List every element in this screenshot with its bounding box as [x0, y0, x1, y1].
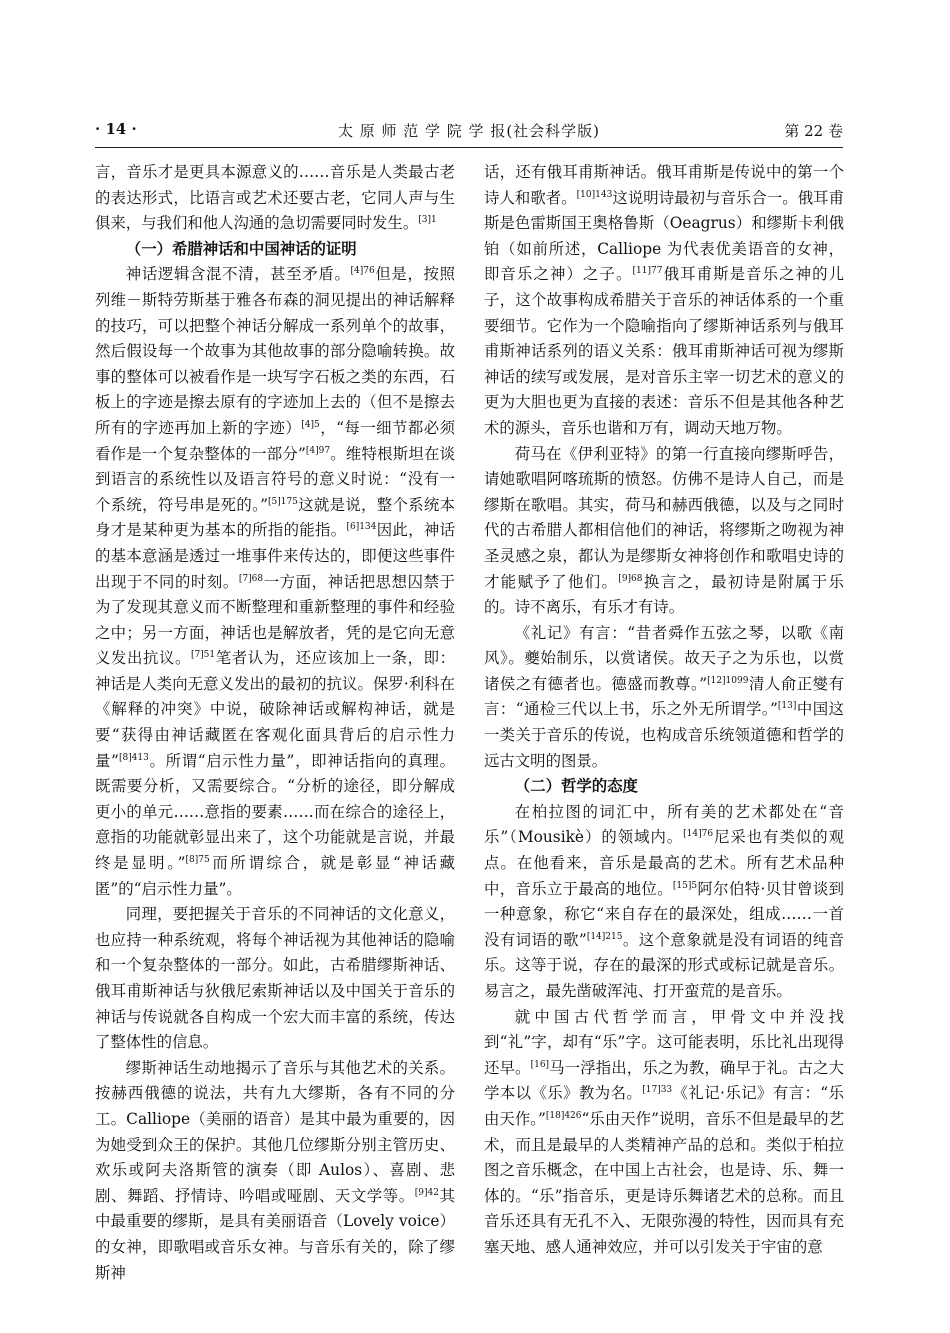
citation: [7]68: [238, 573, 264, 584]
paragraph: 缪斯神话生动地揭示了音乐与其他艺术的关系。按赫西俄德的说法，共有九大缪斯，各有不同的分工。Calliope（美丽的语音）是其中最为重要的，因为她受到众王的保护。其他几位缪斯分别主管历史、欢乐或阿夫洛斯管的演奏（即 Aulos）、喜剧、悲剧、舞蹈、抒情诗、吟唱或哑剧、天文学等。$^{[9]42}$其中最重要的缪斯，是具有美丽语音（Lovely voice）的女神，即歌唱或音乐女神。与音乐有关的，除了缪斯神: [95, 1058, 455, 1282]
running-header: [95, 118, 843, 144]
citation: [11]77: [632, 266, 663, 277]
paragraph: 就中国古代哲学而言，甲骨文中并没找到“礼”字，却有“乐”字。这可能表明，乐比礼出现得还早。[16]马一浮指出，乐之为教，确早于礼。古之大学本以《乐》教为名。$^{[17]33}$《礼记·乐记》有言：“乐由天作。”$^{[18]426}$“乐由天作”说明，音乐不但是最早的艺术，而且是最早的人类精神产品的总和。类似于柏拉图之音乐概念，在中国上古社会，也是诗、乐、舞一体的。“乐”指音乐，更是诗乐舞诸艺术的总称。而且音乐还具有无孔不入、无限弥漫的特性，因而具有充塞天地、感人通神效应，并可以引发关于宇宙的意: [484, 1007, 844, 1256]
paragraph: 话，还有俄耳甫斯神话。俄耳甫斯是传说中的第一个诗人和歌者。$^{[10]143}$这说明诗最初与音乐合一。俄耳甫斯是色雷斯国王奥格鲁斯（Oeagrus）和缪斯卡利俄铂（如前所述，Calliope 为代表优美语音的女神，即音乐之神）之子。$^{[11]77}$俄耳甫斯是音乐之神的儿子，这个故事构成希腊关于音乐的神话体系的一个重要细节。它作为一个隐喻指向了缪斯神话系列与俄耳甫斯神话系列的语义关系：俄耳甫斯神话可视为缪斯神话的续写或发展，是对音乐主宰一切艺术的意义的更为大胆也更为直接的表述：音乐不但是其他各种艺术的源头，音乐也谐和万有，调动天地万物。: [484, 163, 844, 437]
citation: [4]76: [350, 266, 375, 277]
citation: [9]68: [618, 573, 643, 584]
citation: [9]42: [414, 1187, 439, 1198]
citation: [15]5: [672, 880, 698, 891]
citation: [14]76: [683, 829, 714, 840]
citation: [17]33: [642, 1085, 673, 1096]
citation: [8]75: [185, 855, 210, 866]
section-heading: （一）希腊神话和中国神话的证明: [125, 239, 357, 258]
citation: [13]: [777, 701, 797, 712]
paragraph: 言，音乐才是更具本源意义的……音乐是人类最古老的表达形式，比语言或艺术还要古老，它同人声与生俱来，与我们和他人沟通的急切需要同时发生。$^{[3]1}$: [95, 163, 455, 233]
citation: [18]426: [545, 1110, 582, 1121]
journal-title: 太 原 师 范 学 院 学 报(社会科学版): [337, 122, 601, 140]
paragraph: 神话逻辑含混不清，甚至矛盾。$^{[4]76}$但是，按照列维－斯特劳斯基于雅各布森的洞见提出的神话解释的技巧，可以把整个神话分解成一系列单个的故事，然后假设每一个故事为其他故事的部分隐喻转换。故事的整体可以被看作是一块写字石板之类的东西，石板上的字迹是擦去原有的字迹加上去的（但不是擦去所有的字迹再加上新的字迹）$^{[4]5}$，“每一细节都必须看作是一个复杂整体的一部分”$^{[4]97}$。维特根斯坦在谈到语言的系统性以及语言符号的意义时说：“没有一个系统，符号串是死的。”$^{[5]175}$这就是说，整个系统本身才是某种更为基本的所指的能指。$^{[6]134}$因此，神话的基本意涵是透过一堆事件来传达的，即便这些事件出现于不同的时刻。$^{[7]68}$一方面，神话把思想囚禁于为了发现其意义而不断整理和重新整理的事件和经验之中；另一方面，神话也是解放者，凭的是它向无意义发出抗议。$^{[7]51}$笔者认为，还应该加上一条，即：神话是人类向无意义发出的最初的抗议。保罗·利科在《解释的冲突》中说，破除神话或解构神话，就是要“获得由神话藏匿在客观化面具背后的启示性力量”$^{[8]413}$。所谓“启示性力量”，即神话指向的真理。既需要分析，又需要综合。“分析的途径，即分解成更小的单元……意指的要素……而在综合的途径上，意指的功能就彰显出来了，这个功能就是言说，并最终是显明。”$^{[8]75}$而所谓综合，就是彰显“神话藏匿”的“启示性力量”。: [95, 265, 455, 898]
citation: [7]51: [190, 650, 216, 661]
citation: [16]: [530, 1059, 550, 1070]
citation: [8]413: [118, 752, 149, 763]
section-heading: （二）哲学的态度: [514, 777, 638, 796]
citation: [6]134: [346, 522, 377, 533]
citation: [12]1099: [707, 675, 749, 686]
citation: [4]5: [301, 419, 320, 430]
paragraph: 《礼记》有言：“昔者舜作五弦之琴，以歌《南风》。夔始制乐，以赏诸侯。故天子之为乐也，以赏诸侯之有德者也。德盛而教尊。”$^{[12]1099}$清人俞正燮有言：“通检三代以上书，乐之外无所谓学。”[13]中国这一类关于音乐的传说，也构成音乐统领道德和哲学的远古文明的图景。: [484, 623, 844, 770]
volume-label: 第 22 卷: [784, 122, 843, 140]
left-column: [95, 160, 455, 1282]
citation: [4]97: [305, 445, 331, 456]
citation: [3]1: [418, 215, 437, 226]
citation: [10]143: [576, 189, 613, 200]
right-column: [484, 160, 844, 1270]
page-number: · 14 ·: [95, 120, 137, 138]
citation: [14]215: [586, 931, 623, 942]
paragraph: 荷马在《伊利亚特》的第一行直接向缪斯呼告，请她歌唱阿喀琉斯的愤怒。仿佛不是诗人自己，而是缪斯在歌唱。其实，荷马和赫西俄德，以及与之同时代的古希腊人都相信他们的神话，将缪斯之吻视为神圣灵感之泉，都认为是缪斯女神将创作和歌唱史诗的才能赋予了他们。$^{[9]68}$换言之，最初诗是附属于乐的。诗不离乐，有乐才有诗。: [484, 444, 844, 617]
header-rule: [95, 147, 843, 148]
paragraph: 同理，要把握关于音乐的不同神话的文化意义，也应持一种系统观，将每个神话视为其他神话的隐喻和一个复杂整体的一部分。如此，古希腊缪斯神话、俄耳甫斯神话与狄俄尼索斯神话以及中国关于音乐的神话与传说就各自构成一个宏大而丰富的系统，传达了整体性的信息。: [95, 905, 455, 1052]
citation: [5]175: [267, 496, 298, 507]
paragraph: 在柏拉图的词汇中，所有美的艺术都处在“音乐”（Mousikè）的领域内。$^{[14]76}$尼采也有类似的观点。在他看来，音乐是最高的艺术。所有艺术品种中，音乐立于最高的地位。$^{[15]5}$阿尔伯特·贝甘曾谈到一种意象，称它“来自存在的最深处，组成……一首没有词语的歌”$^{[14]215}$。这个意象就是没有词语的纯音乐。这等于说，存在的最深的形式或标记就是音乐。易言之，最先凿破浑沌、打开蛮荒的是音乐。: [484, 802, 844, 1000]
